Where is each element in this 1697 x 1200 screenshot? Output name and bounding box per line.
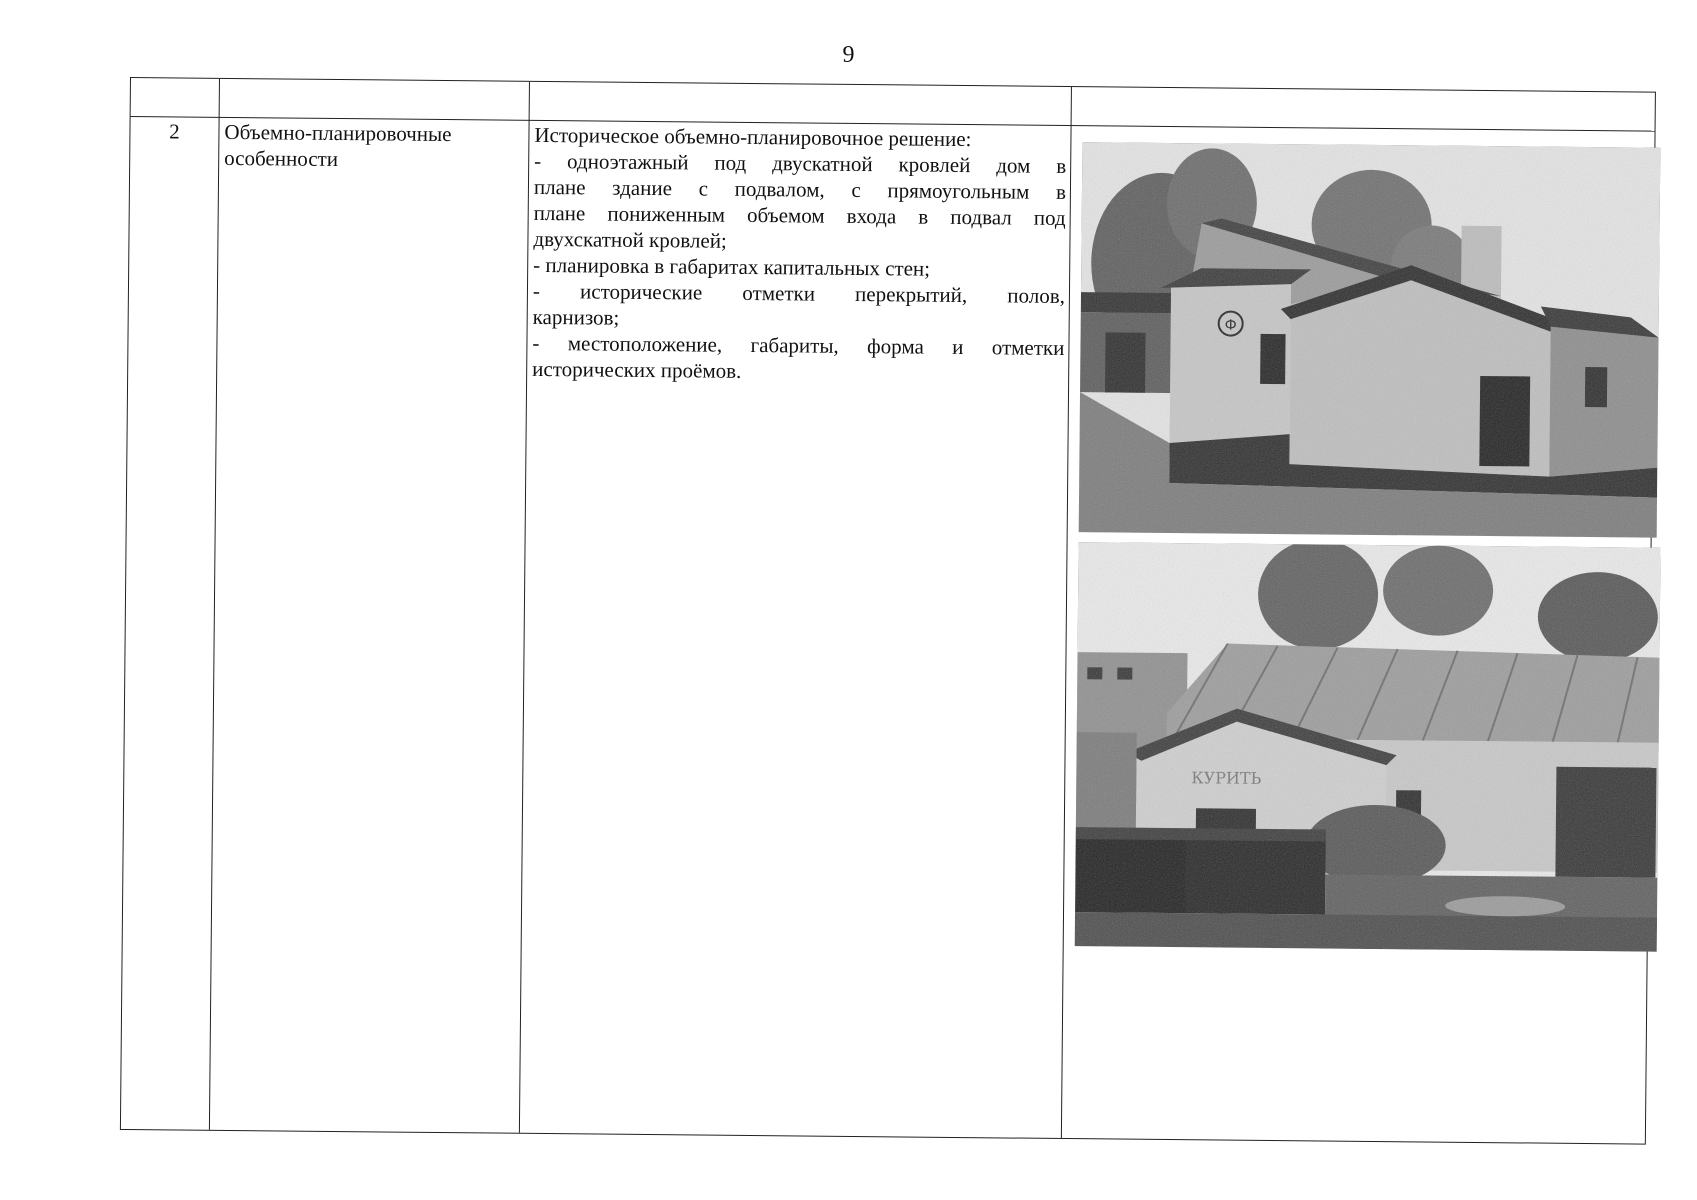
description-line: - исторические отметки перекрытий, полов, xyxy=(532,278,1066,308)
description-line: - местоположение, габариты, форма и отметки xyxy=(532,330,1065,360)
description-line: Историческое объемно-планировочное решение: xyxy=(534,122,972,152)
building-photo-1-image xyxy=(1079,142,1661,538)
column-divider-1 xyxy=(209,79,220,1130)
description-line: - одноэтажный под двускатной кровлей дом в xyxy=(534,148,1067,178)
description-line: исторических проёмов. xyxy=(532,356,742,383)
feature-description xyxy=(532,122,1066,387)
building-photo-1 xyxy=(1079,142,1661,538)
feature-name-line: особенности xyxy=(224,145,339,172)
protected-features-table xyxy=(120,77,1656,1145)
column-divider-2 xyxy=(519,82,530,1133)
description-line: - планировка в габаритах капитальных стен; xyxy=(533,252,931,281)
description-line: плане пониженным объемом входа в подвал под xyxy=(533,200,1066,230)
description-line: двухскатной кровлей; xyxy=(533,226,727,253)
page-number: 9 xyxy=(842,42,855,68)
row-number: 2 xyxy=(169,119,180,144)
description-line: плане здание с подвалом, с прямоугольным в xyxy=(533,174,1067,204)
building-photo-2 xyxy=(1075,542,1661,952)
building-photo-2-image xyxy=(1075,542,1661,952)
description-line: карнизов; xyxy=(532,304,620,330)
feature-name xyxy=(224,119,524,174)
feature-name-line: Объемно-планировочные xyxy=(224,119,452,147)
